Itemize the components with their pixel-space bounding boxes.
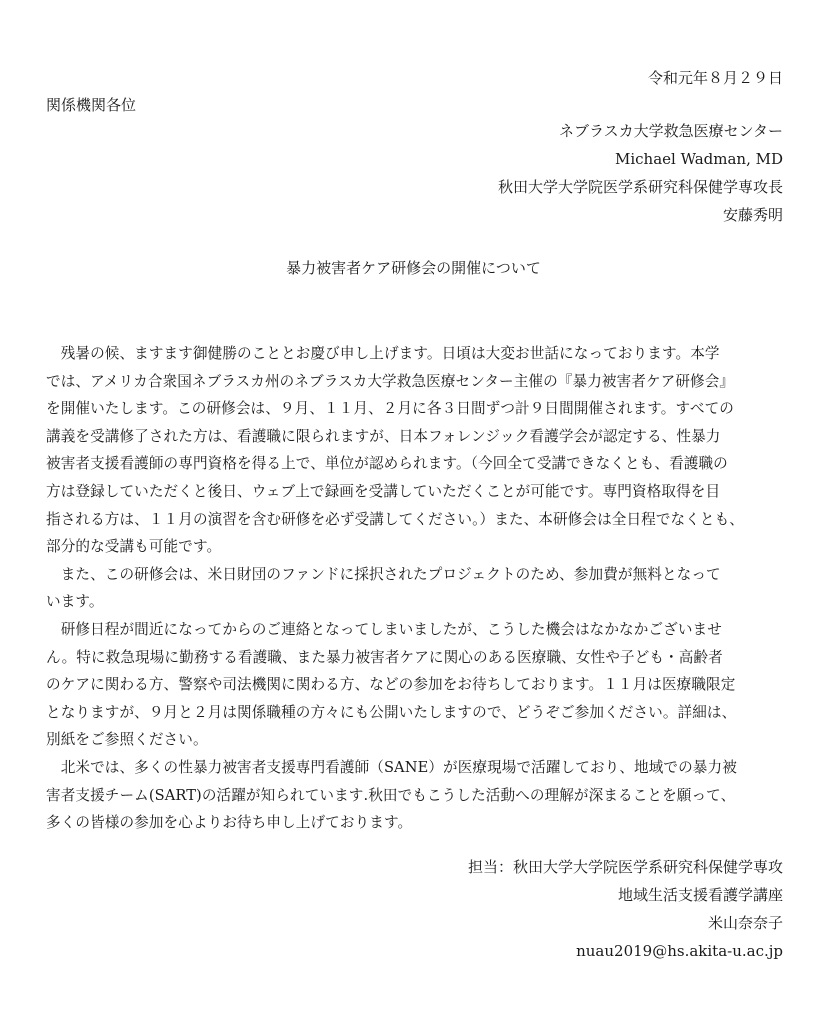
body-line: では、アメリカ合衆国ネブラスカ州のネブラスカ大学救急医療センター主催の『暴力被害者ケア研修会』 [46, 372, 735, 390]
sender-organization: ネブラスカ大学救急医療センター [559, 122, 783, 140]
body-line: また、この研修会は、米日財団のファンドに採択されたプロジェクトのため、参加費が無料となって [46, 565, 721, 583]
body-line: ん。特に救急現場に勤務する看護職、また暴力被害者ケアに関心のある医療職、女性や子ども・高齢者 [46, 648, 723, 666]
contact-email: nuau2019@hs.akita-u.ac.jp [576, 942, 783, 960]
body-line: 方は登録していただくと後日、ウェブ上で録画を受講していただくことが可能です。専門資格取得を目 [46, 482, 721, 500]
body-line: 部分的な受講も可能です。 [46, 538, 222, 556]
contact-department: 担当：秋田大学大学院医学系研究科保健学専攻 [467, 858, 783, 876]
body-line: います。 [46, 593, 104, 611]
body-line: となりますが、９月と２月は関係職種の方々にも公開いたしますので、どうぞご参加ください。詳細は、 [46, 703, 737, 721]
body-line: 残暑の候、ますます御健勝のこととお慶び申し上げます。日頃は大変お世話になっております。本学 [46, 345, 720, 362]
sender-department: 秋田大学大学院医学系研究科保健学専攻長 [497, 178, 783, 196]
body-line: を開催いたします。この研修会は、９月、１１月、２月に各３日間ずつ計９日間開催されます。すべての [46, 400, 734, 418]
body-line: 多くの皆様の参加を心よりお待ち申し上げております。 [46, 814, 413, 832]
contact-course: 地域生活支援看護学講座 [617, 886, 783, 904]
body-line: 講義を受講修了された方は、看護職に限られますが、日本フォレンジック看護学会が認定する、性暴力 [46, 427, 721, 445]
body-line: 指される方は、１１月の演習を含む研修を必ず受講してください。）また、本研修会は全日程でなくとも、 [46, 510, 745, 528]
body-line: 北米では、多くの性暴力被害者支援専門看護師（SANE）が医療現場で活躍しており、地域での暴力被 [46, 758, 737, 776]
letter-body [46, 340, 788, 837]
body-line: 被害者支援看護師の専門資格を得る上で、単位が認められます。（今回全て受講できなくとも、看護職の [46, 455, 728, 473]
sender-name-english: Michael Wadman, MD [614, 150, 783, 168]
contact-name: 米山奈奈子 [707, 914, 783, 932]
body-line: 別紙をご参照ください。 [46, 731, 208, 749]
addressee: 関係機関各位 [46, 96, 137, 114]
body-line: 害者支援チーム(SART)の活躍が知られています.秋田でもこうした活動への理解が深まることを願って、 [46, 786, 736, 804]
letter-title: 暴力被害者ケア研修会の開催について [286, 259, 541, 277]
sender-name: 安藤秀明 [722, 206, 783, 224]
letter-date: 令和元年８月２９日 [647, 69, 783, 87]
body-line: 研修日程が間近になってからのご連絡となってしまいましたが、こうした機会はなかなかございませ [46, 620, 722, 638]
body-line: のケアに関わる方、警察や司法機関に関わる方、などの参加をお待ちしております。１１月は医療職限定 [46, 676, 736, 694]
